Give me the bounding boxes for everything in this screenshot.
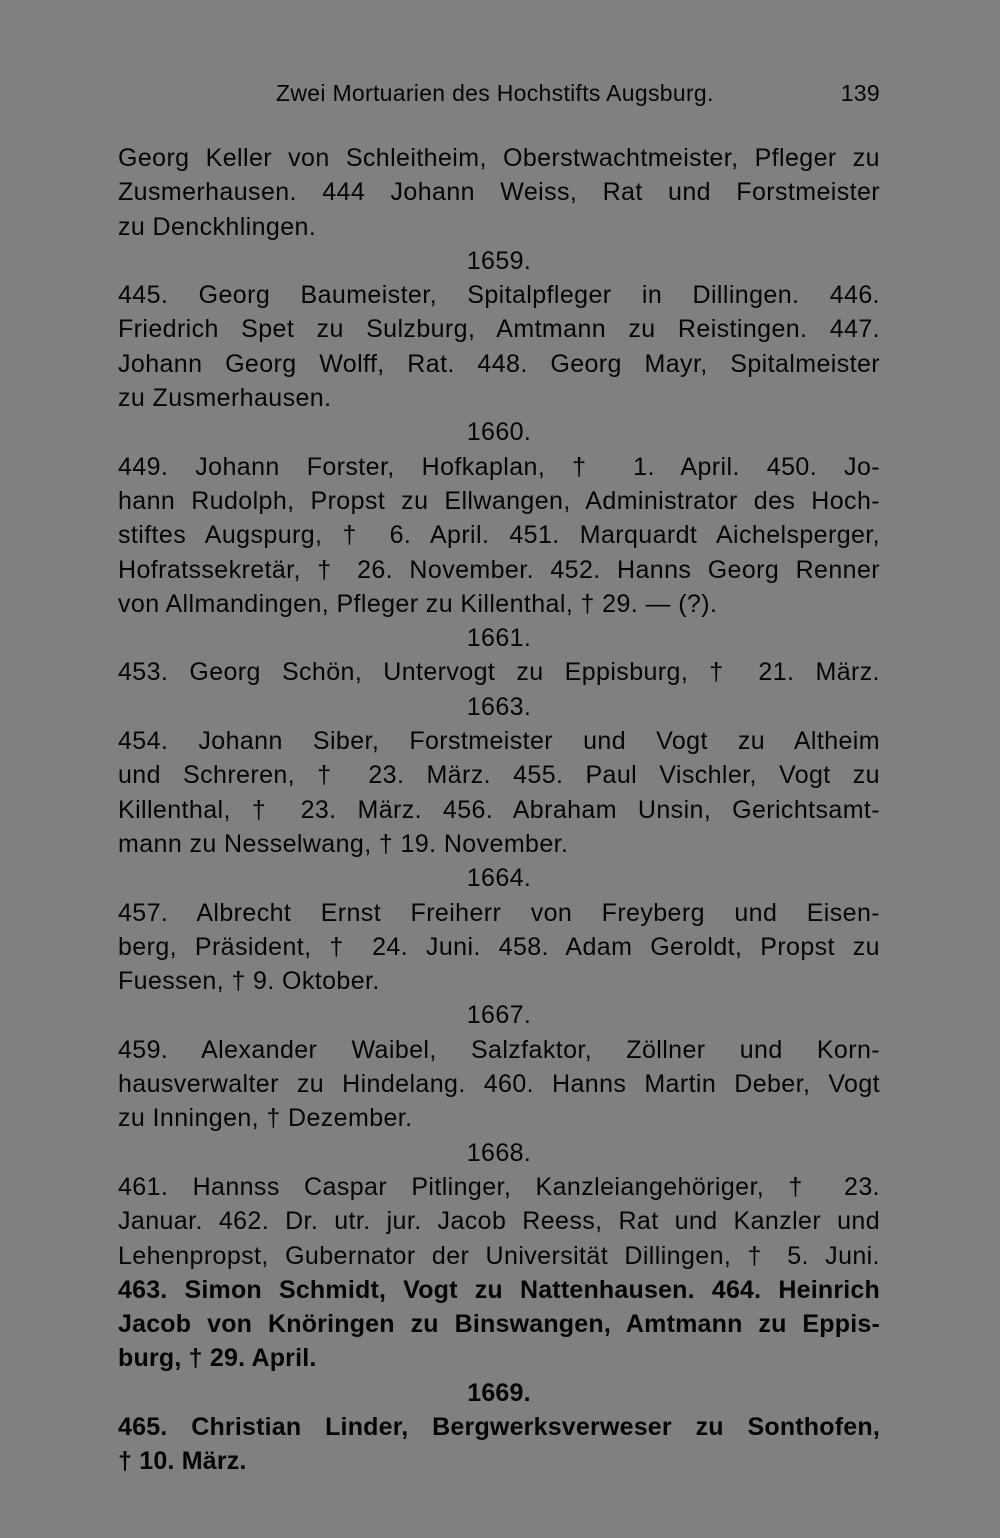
line-text: burg, † 29. April.	[118, 1344, 317, 1373]
line-text: 1660.	[466, 418, 532, 447]
line-text: 1669.	[467, 1378, 531, 1407]
text-line	[118, 518, 880, 552]
line-text: 1668.	[466, 1138, 532, 1167]
text-line	[118, 896, 880, 930]
line-text: 1664.	[466, 864, 532, 893]
text-line	[118, 312, 880, 346]
text-line	[118, 827, 880, 861]
line-text: 1667.	[466, 1001, 532, 1030]
line-text: 463. Simon Schmidt, Vogt zu Nattenhausen. 464. Heinrich	[118, 1275, 880, 1304]
line-text: 1659.	[466, 246, 532, 275]
line-text: Jacob von Knöringen zu Binswangen, Amtmann zu Eppis-	[118, 1310, 880, 1339]
text-line	[118, 1170, 880, 1204]
text-line	[118, 381, 880, 415]
text-line	[118, 724, 880, 758]
running-title: Zwei Mortuarien des Hochstifts Augsburg.	[276, 80, 714, 106]
text-line	[118, 1033, 880, 1067]
year-heading	[118, 1136, 880, 1170]
text-line	[118, 175, 880, 209]
text-line	[118, 553, 880, 587]
line-text: Friedrich Spet zu Sulzburg, Amtmann zu Reistingen. 447.	[118, 315, 880, 344]
year-heading	[118, 244, 880, 278]
line-text: Januar. 462. Dr. utr. jur. Jacob Reess, Rat und Kanzler und	[118, 1207, 880, 1236]
text-line	[118, 1307, 880, 1341]
line-text: Lehenpropst, Gubernator der Universität Dillingen, † 5. Juni.	[118, 1241, 880, 1270]
line-text: † 10. März.	[118, 1447, 247, 1476]
line-text: 465. Christian Linder, Bergwerksverweser zu Sonthofen,	[118, 1412, 880, 1441]
line-text: hausverwalter zu Hindelang. 460. Hanns Martin Deber, Vogt	[118, 1070, 880, 1099]
line-text: 454. Johann Siber, Forstmeister und Vogt zu Altheim	[118, 727, 880, 756]
page-number: 139	[840, 80, 880, 106]
line-text: Fuessen, † 9. Oktober.	[118, 967, 380, 996]
text-line	[118, 1410, 880, 1444]
line-text: Georg Keller von Schleitheim, Oberstwachtmeister, Pfleger zu	[118, 144, 880, 172]
text-line	[118, 210, 880, 244]
line-text: von Allmandingen, Pfleger zu Killenthal, † 29. — (?).	[118, 589, 718, 618]
line-text: berg, Präsident, † 24. Juni. 458. Adam Geroldt, Propst zu	[118, 932, 880, 961]
text-line	[118, 484, 880, 518]
text-line	[118, 1239, 880, 1273]
year-heading	[118, 998, 880, 1032]
running-header	[118, 80, 880, 116]
text-line	[118, 450, 880, 484]
text-line	[118, 347, 880, 381]
text-line	[118, 655, 880, 689]
text-line	[118, 1273, 880, 1307]
line-text: zu Denckhlingen.	[118, 212, 317, 241]
text-line	[118, 587, 880, 621]
line-text: 1661.	[466, 624, 532, 653]
year-heading	[118, 621, 880, 655]
line-text: 461. Hannss Caspar Pitlinger, Kanzleiangehöriger, † 23.	[118, 1172, 880, 1201]
text-line	[118, 793, 880, 827]
line-text: Zusmerhausen. 444 Johann Weiss, Rat und Forstmeister	[118, 178, 880, 207]
line-text: Killenthal, † 23. März. 456. Abraham Unsin, Gerichtsamt-	[118, 795, 880, 824]
year-heading	[118, 861, 880, 895]
text-line	[118, 278, 880, 312]
text-line	[118, 1444, 880, 1478]
text-line	[118, 758, 880, 792]
year-heading	[118, 415, 880, 449]
year-heading	[118, 1376, 880, 1410]
line-text: stiftes Augspurg, † 6. April. 451. Marquardt Aichelsperger,	[118, 521, 880, 550]
line-text: Hofratssekretär, † 26. November. 452. Hanns Georg Renner	[118, 555, 880, 584]
line-text: 445. Georg Baumeister, Spitalpfleger in Dillingen. 446.	[118, 281, 880, 310]
line-text: und Schreren, † 23. März. 455. Paul Vischler, Vogt zu	[118, 761, 880, 790]
text-line	[118, 1204, 880, 1238]
line-text: hann Rudolph, Propst zu Ellwangen, Administrator des Hoch-	[118, 486, 880, 515]
line-text: mann zu Nesselwang, † 19. November.	[118, 829, 569, 858]
body-text	[118, 141, 880, 1479]
line-text: zu Zusmerhausen.	[118, 384, 332, 413]
text-line	[118, 964, 880, 998]
line-text: 449. Johann Forster, Hofkaplan, † 1. April. 450. Jo-	[118, 452, 880, 481]
line-text: 453. Georg Schön, Untervogt zu Eppisburg, † 21. März.	[118, 658, 880, 687]
text-line	[118, 141, 880, 175]
year-heading	[118, 690, 880, 724]
line-text: 459. Alexander Waibel, Salzfaktor, Zöllner und Korn-	[118, 1035, 880, 1064]
text-line	[118, 1101, 880, 1135]
text-line	[118, 1341, 880, 1375]
line-text: Johann Georg Wolff, Rat. 448. Georg Mayr, Spitalmeister	[118, 349, 880, 378]
line-text: zu Inningen, † Dezember.	[118, 1104, 413, 1133]
line-text: 457. Albrecht Ernst Freiherr von Freyberg und Eisen-	[118, 898, 880, 927]
text-line	[118, 930, 880, 964]
text-line	[118, 1067, 880, 1101]
line-text: 1663.	[466, 692, 532, 721]
